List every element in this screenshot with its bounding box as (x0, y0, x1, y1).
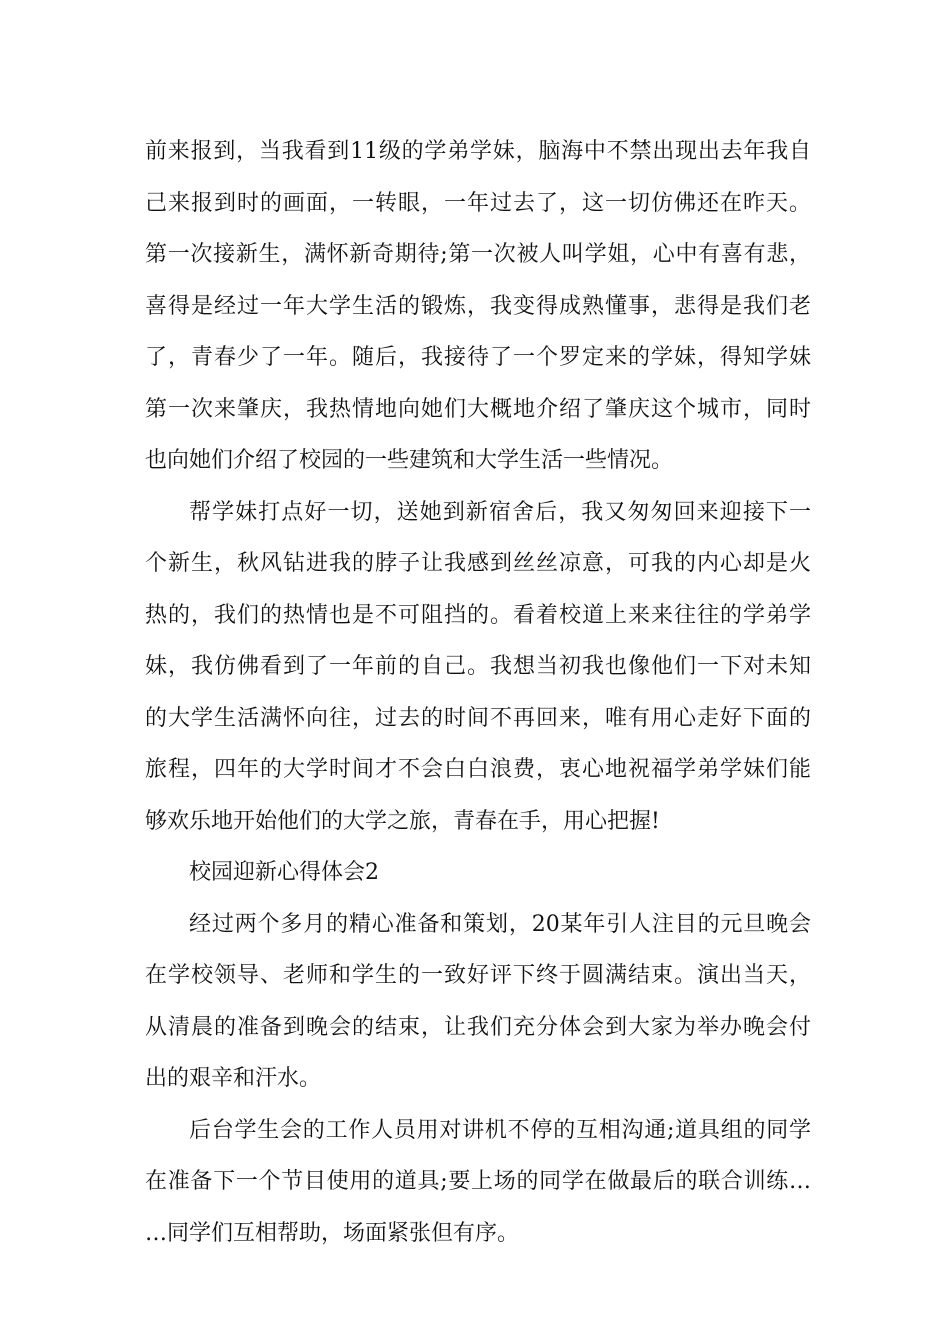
document-body (145, 126, 811, 1259)
text-line: 己来报到时的画面，一转眼，一年过去了，这一切仿佛还在昨天。 (145, 190, 811, 216)
text-line: 在学校领导、老师和学生的一致好评下终于圆满结束。演出当天， (145, 963, 811, 988)
text-line: 的大学生活满怀向往，过去的时间不再回来，唯有用心走好下面的 (145, 705, 811, 731)
paragraph (145, 1105, 811, 1260)
text-line: 第一次接新生，满怀新奇期待;第一次被人叫学姐，心中有喜有悲， (145, 242, 811, 267)
text-line: 帮学妹打点好一切，送她到新宿舍后，我又匆匆回来迎接下一 (189, 499, 811, 525)
text-line: 个新生，秋风钻进我的脖子让我感到丝丝凉意，可我的内心却是火 (145, 551, 811, 576)
text-line: 经过两个多月的精心准备和策划，20某年引人注目的元旦晚会 (189, 911, 811, 937)
section-heading (145, 847, 811, 899)
text-line: 前来报到，当我看到11级的学弟学妹，脑海中不禁出现出去年我自 (145, 139, 811, 164)
text-line: 第一次来肇庆，我热情地向她们大概地介绍了肇庆这个城市，同时 (145, 396, 811, 422)
text-line: 在准备下一个节目使用的道具;要上场的同学在做最后的联合训练… (145, 1169, 811, 1194)
paragraph (145, 487, 811, 848)
paragraph (145, 126, 811, 487)
paragraph (145, 899, 811, 1105)
text-line: 也向她们介绍了校园的一些建筑和大学生活一些情况。 (145, 448, 674, 473)
text-line: …同学们互相帮助，场面紧张但有序。 (145, 1220, 520, 1246)
text-line: 旅程，四年的大学时间才不会白白浪费，衷心地祝福学弟学妹们能 (145, 757, 811, 782)
text-line: 从清晨的准备到晚会的结束，让我们充分体会到大家为举办晚会付 (145, 1014, 811, 1040)
text-line: 热的，我们的热情也是不可阻挡的。看着校道上来来往往的学弟学 (145, 602, 811, 628)
text-line: 够欢乐地开始他们的大学之旅，青春在手，用心把握! (145, 808, 660, 834)
text-line: 了，青春少了一年。随后，我接待了一个罗定来的学妹，得知学妹 (145, 345, 811, 370)
text-line: 出的艰辛和汗水。 (145, 1066, 322, 1091)
text-line: 后台学生会的工作人员用对讲机不停的互相沟通;道具组的同学 (189, 1117, 811, 1143)
heading-text: 校园迎新心得体会2 (189, 860, 379, 885)
text-line: 妹，我仿佛看到了一年前的自己。我想当初我也像他们一下对未知 (145, 654, 811, 679)
text-line: 喜得是经过一年大学生活的锻炼，我变得成熟懂事，悲得是我们老 (145, 293, 811, 319)
